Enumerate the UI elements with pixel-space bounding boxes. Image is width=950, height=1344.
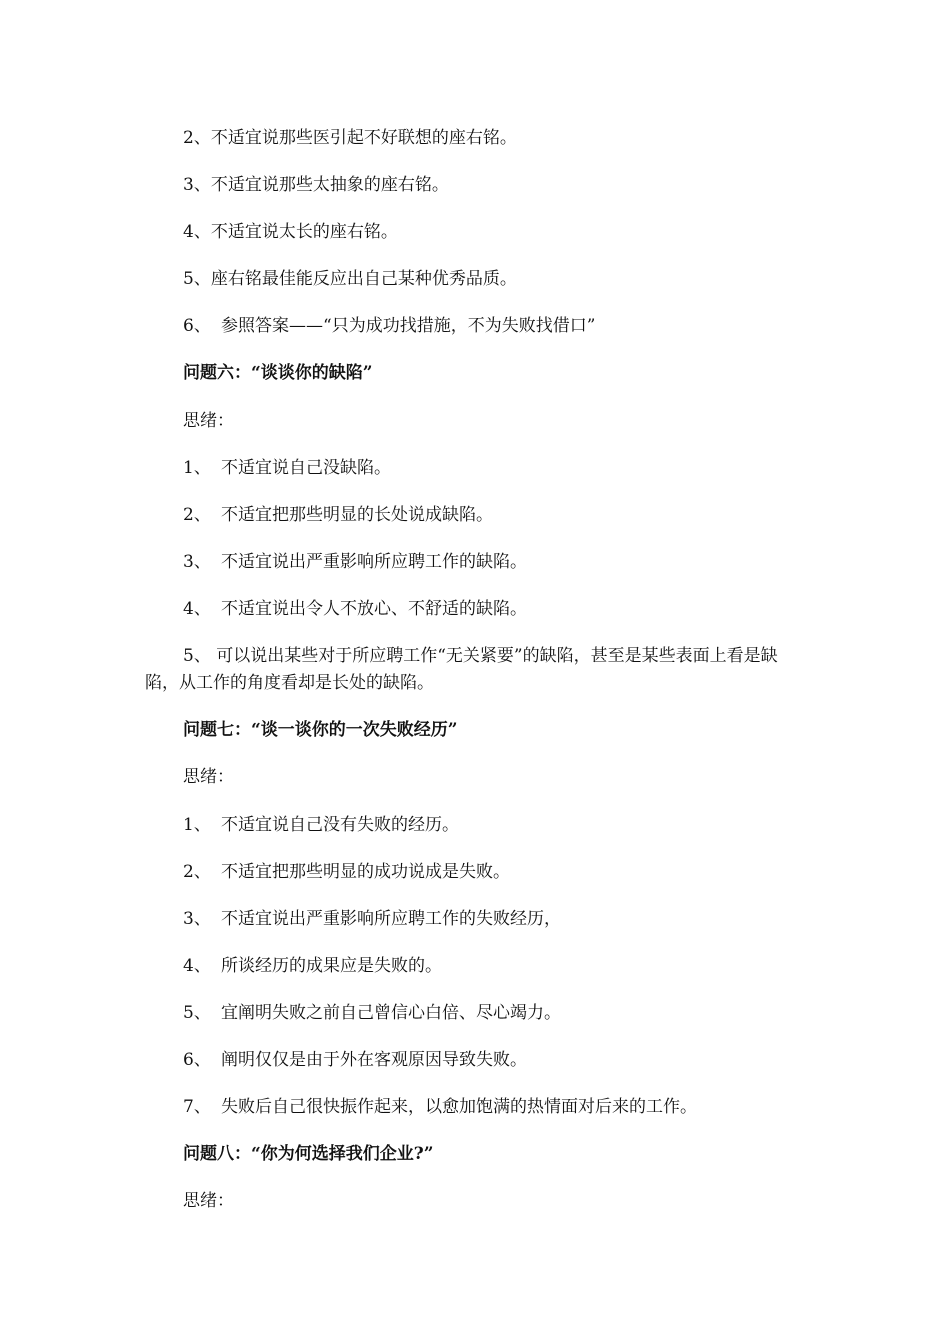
list-item: [183, 861, 510, 883]
list-item: [183, 1002, 561, 1024]
list-item: [183, 551, 527, 573]
list-item-number: 1、: [183, 458, 211, 478]
list-item-text: 不适宜把那些明显的长处说成缺陷。: [221, 505, 493, 525]
section-heading: 问题七：“谈一谈你的一次失败经历”: [183, 720, 458, 740]
list-item: [183, 908, 561, 930]
list-item-number: 6、: [183, 1050, 211, 1070]
list-item: [183, 457, 391, 479]
list-item: [183, 598, 527, 620]
section-heading: 问题八：“你为何选择我们企业?”: [183, 1144, 434, 1164]
list-item: [183, 1049, 527, 1071]
list-item-text: 不适宜说出严重影响所应聘工作的缺陷。: [221, 552, 527, 572]
list-item-text: 不适宜说自己没有失败的经历。: [221, 815, 459, 835]
list-item-number: 7、: [183, 1097, 211, 1117]
section-label: 思绪：: [183, 767, 234, 787]
list-item-number: 1、: [183, 815, 211, 835]
list-item-wrapped: 5、 可以说出某些对于所应聘工作“无关紧要”的缺陷，甚至是某些表面上看是缺陷，从工作的角度看却是长处的缺陷。: [145, 646, 778, 693]
list-item: [183, 504, 493, 526]
list-item-text: 所谈经历的成果应是失败的。: [221, 956, 442, 976]
list-item-text: 宜阐明失败之前自己曾信心白倍、尽心竭力。: [221, 1003, 561, 1023]
list-item-text: 不适宜说出令人不放心、不舒适的缺陷。: [221, 599, 527, 619]
list-item: 5、座右铭最佳能反应出自己某种优秀品质。: [183, 269, 517, 289]
list-item: [183, 955, 442, 977]
list-item-text: 不适宜说出严重影响所应聘工作的失败经历，: [221, 909, 561, 929]
list-item-text: 阐明仅仅是由于外在客观原因导致失败。: [221, 1050, 527, 1070]
section-label: 思绪：: [183, 411, 234, 431]
list-item-number: 4、: [183, 956, 211, 976]
list-item: [183, 814, 459, 836]
list-item-number: 3、: [183, 909, 211, 929]
list-item-text: 不适宜说自己没缺陷。: [221, 458, 391, 478]
list-item-number: 2、: [183, 862, 211, 882]
list-item: [183, 1096, 697, 1118]
section-heading: 问题六：“谈谈你的缺陷”: [183, 363, 373, 383]
list-item-text: 参照答案——“只为成功找措施，不为失败找借口”: [221, 316, 596, 336]
list-item: [183, 315, 595, 337]
list-item-number: 6、: [183, 316, 211, 336]
list-item-text: 不适宜把那些明显的成功说成是失败。: [221, 862, 510, 882]
list-item-number: 3、: [183, 552, 211, 572]
list-item: 2、不适宜说那些医引起不好联想的座右铭。: [183, 128, 517, 148]
list-item-text: 失败后自己很快振作起来，以愈加饱满的热情面对后来的工作。: [221, 1097, 697, 1117]
list-item-number: 4、: [183, 599, 211, 619]
list-item-number: 2、: [183, 505, 211, 525]
list-item-number: 5、: [183, 1003, 211, 1023]
list-item: 3、不适宜说那些太抽象的座右铭。: [183, 175, 449, 195]
list-item: 4、不适宜说太长的座右铭。: [183, 222, 398, 242]
section-label: 思绪：: [183, 1191, 234, 1211]
